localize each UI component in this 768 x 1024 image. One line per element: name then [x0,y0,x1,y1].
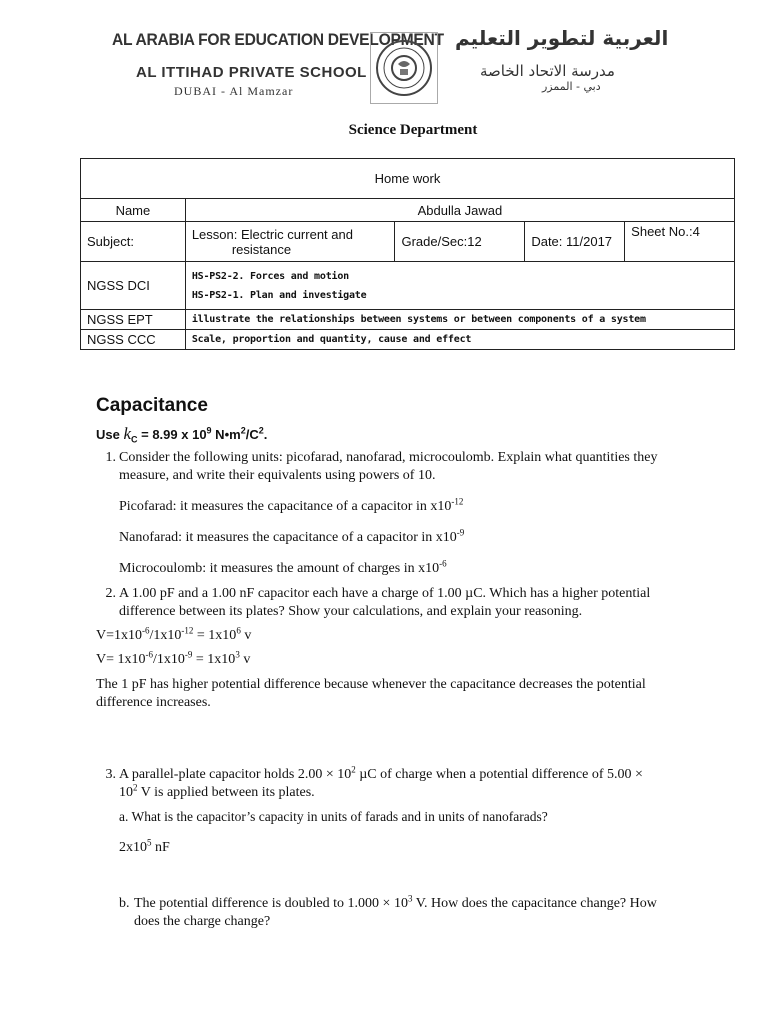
department-title: Science Department [348,122,478,138]
school-crest-icon [371,33,437,103]
answer-equation-2: $V= 1x10^{-6}/1x10^{-9} = 1x10^3$ v [96,649,251,667]
constant-note: Use $k_C = 8.99$ x $10^9$ $N•m^2/C^2$. [96,424,268,445]
ngss-dci-item: HS-PS2-1. Plan and investigate [191,289,367,301]
ngss-ept-value: illustrate the relationships between systems or between components of a system [185,310,734,330]
answer-equation-1: $V=1x10^{-6}/1x10^{-12} = 1x10^6$ v [96,625,252,643]
answer-3a: $2x10^5$ nF [119,837,170,855]
ngss-dci-label: NGSS DCI [81,262,186,310]
answer-microcoulomb: Microcoulomb: it measures the amount of charges in $x10^{-6}$ [119,558,447,576]
grade-section: Grade/Sec:12 [395,222,525,262]
question-number: 2. [105,586,116,601]
lesson-title: Lesson: Electric current and [191,226,353,242]
answer-nanofarad: Nanofarad: it measures the capacitance of a capacitor in $x10^{-9}$ [119,527,465,545]
org-name-english: AL ARABIA FOR EDUCATION DEVELOPMENT [112,30,444,49]
ngss-ccc-label: NGSS CCC [81,330,186,350]
subject-label: Subject: [81,222,186,262]
ngss-ccc-value: Scale, proportion and quantity, cause and effect [185,330,734,350]
name-label: Name [81,199,186,222]
lesson-cell [185,222,395,262]
question-3-text: A parallel-plate capacitor holds $2.00 \times 10^2$ µC of charge when a potential difference of 5.00 × $10^2$ V is applied between its plates. [119,764,643,800]
answer-picofarad: Picofarad: it measures the capacitance of a capacitor in $x10^{-12}$ [119,496,464,514]
date: Date: 11/2017 [525,222,625,262]
student-name: Abdulla Jawad [185,199,734,222]
answer-explanation: The 1 pF has higher potential difference because whenever the capacitance decreases the potential difference increases. [96,677,646,710]
question-number: 3. [105,767,116,782]
homework-title: Home work [81,159,735,199]
school-name-english: AL ITTIHAD PRIVATE SCHOOL [136,64,367,81]
homework-info-table [80,158,735,350]
school-logo [370,32,438,104]
ngss-ept-label: NGSS EPT [81,310,186,330]
school-name-arabic: مدرسة الاتحاد الخاصة [480,62,615,80]
question-3a-text: a. What is the capacitor’s capacity in units of farads and in units of nanofarads? [119,809,548,824]
school-city-english: DUBAI - Al Mamzar [174,84,294,98]
school-city-arabic: دبي - الممزر [542,80,601,93]
lesson-title-cont: resistance [231,241,292,257]
org-name-arabic: العربية لتطوير التعليم [455,26,669,50]
ngss-dci-item: HS-PS2-2. Forces and motion [191,270,349,282]
section-heading: Capacitance [96,395,208,416]
question-number: 1. [105,450,116,465]
question-2-text: A 1.00 pF and a 1.00 nF capacitor each have a charge of 1.00 µC. Which has a higher potential difference between its plates? Show your calculations, and explain your reasoning. [119,586,651,619]
ngss-dci-values [185,262,734,310]
question-3b-label: b. [119,896,130,911]
sheet-number: Sheet No.:4 [625,222,735,262]
question-1-text: Consider the following units: picofarad, nanofarad, microcoulomb. Explain what quantities they measure, and write their equivalents using powers of 10. [119,450,658,483]
question-3b-text: The potential difference is doubled to $1.000 \times 10^3$ V. How does the capacitance change? How does the charge change? [134,893,657,929]
